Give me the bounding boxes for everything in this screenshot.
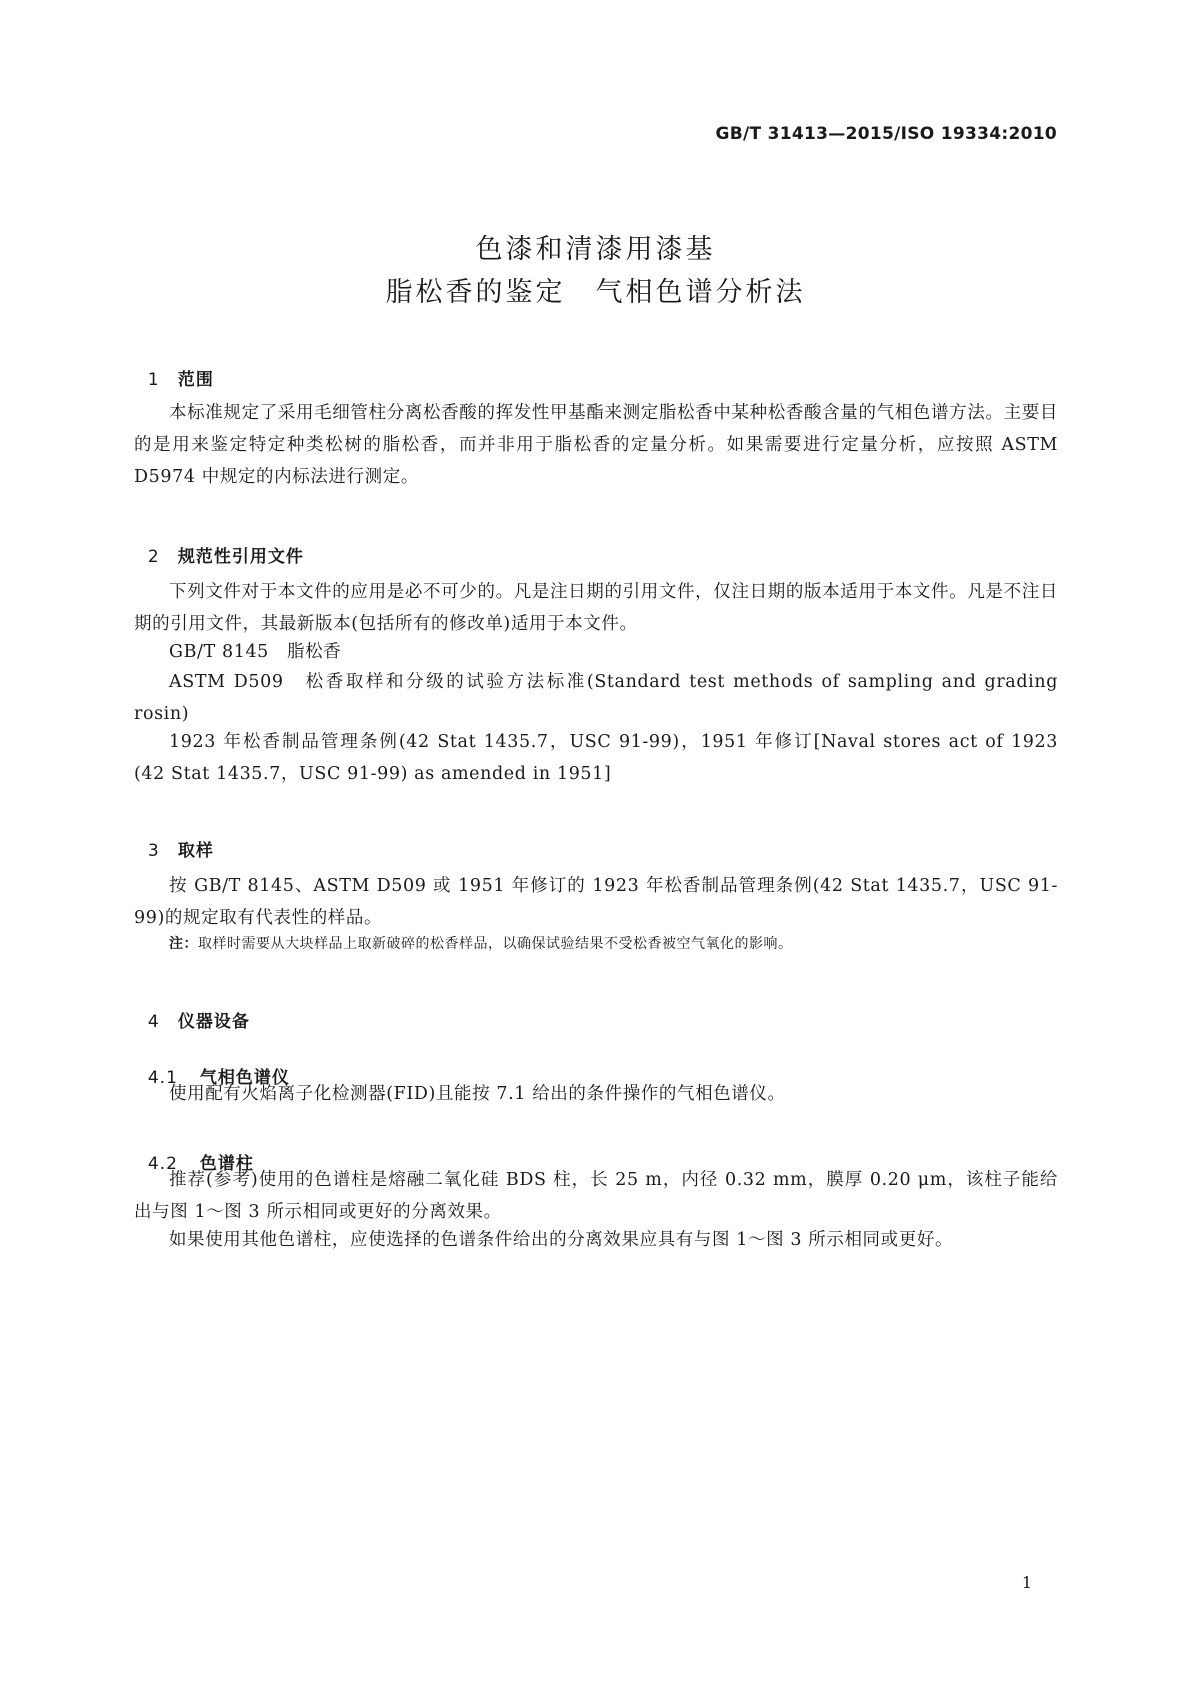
standard-code: GB/T 31413—2015/ISO 19334:2010 bbox=[715, 124, 1057, 144]
section-number: 2 bbox=[147, 547, 160, 567]
section-heading-apparatus bbox=[134, 987, 250, 1032]
section-title: 规范性引用文件 bbox=[177, 547, 304, 567]
reference-item: ASTM D509 松香取样和分级的试验方法标准(Standard test methods of sampling and grading rosin) bbox=[134, 672, 1058, 724]
page-number: 1 bbox=[1021, 1573, 1032, 1592]
section-title: 取样 bbox=[177, 841, 214, 861]
note-text: 取样时需要从大块样品上取新破碎的松香样品，以确保试验结果不受松香被空气氧化的影响。 bbox=[198, 936, 793, 952]
section-heading-normative-references bbox=[134, 522, 304, 567]
column-paragraph-2: 如果使用其他色谱柱，应使选择的色谱条件给出的分离效果应具有与图 1～图 3 所示相同或更好。 bbox=[169, 1230, 954, 1250]
document-title-line-2: 脂松香的鉴定 气相色谱分析法 bbox=[385, 277, 806, 308]
reference-item: GB/T 8145 脂松香 bbox=[169, 642, 342, 662]
document-title-line-1: 色漆和清漆用漆基 bbox=[475, 234, 716, 265]
scope-paragraph: 本标准规定了采用毛细管柱分离松香酸的挥发性甲基酯来测定脂松香中某种松香酸含量的气相色谱方法。主要目的是用来鉴定特定种类松树的脂松香，而并非用于脂松香的定量分析。如果需要进行定量分析，应按照 ASTM D5974 中规定的内标法进行测定。 bbox=[134, 403, 1058, 487]
column-paragraph-1: 推荐(参考)使用的色谱柱是熔融二氧化硅 BDS 柱，长 25 m，内径 0.32 mm，膜厚 0.20 μm，该柱子能给出与图 1～图 3 所示相同或更好的分离效果。 bbox=[134, 1170, 1058, 1222]
gas-chromatograph-paragraph: 使用配有火焰离子化检测器(FID)且能按 7.1 给出的条件操作的气相色谱仪。 bbox=[169, 1084, 786, 1104]
references-paragraph: 下列文件对于本文件的应用是必不可少的。凡是注日期的引用文件，仅注日期的版本适用于本文件。凡是不注日期的引用文件，其最新版本(包括所有的修改单)适用于本文件。 bbox=[134, 582, 1058, 634]
section-title: 气相色谱仪 bbox=[199, 1068, 290, 1088]
reference-item: 1923 年松香制品管理条例(42 Stat 1435.7，USC 91-99)，1951 年修订[Naval stores act of 1923 (42 Stat 1435.7，USC 91-99) as amended in 1951] bbox=[134, 732, 1058, 784]
note-label: 注： bbox=[169, 936, 198, 952]
section-number: 1 bbox=[147, 370, 160, 390]
sampling-paragraph: 按 GB/T 8145、ASTM D509 或 1951 年修订的 1923 年松香制品管理条例(42 Stat 1435.7，USC 91-99)的规定取有代表性的样品。 bbox=[134, 876, 1058, 928]
section-title: 色谱柱 bbox=[199, 1154, 254, 1174]
section-heading-sampling bbox=[134, 816, 214, 861]
section-number: 3 bbox=[147, 841, 160, 861]
section-heading-scope bbox=[134, 345, 214, 390]
sampling-note bbox=[169, 933, 793, 953]
section-number: 4 bbox=[147, 1012, 160, 1032]
section-number: 4.2 bbox=[147, 1154, 178, 1174]
section-number: 4.1 bbox=[147, 1068, 178, 1088]
section-title: 范围 bbox=[177, 370, 214, 390]
section-title: 仪器设备 bbox=[177, 1012, 250, 1032]
